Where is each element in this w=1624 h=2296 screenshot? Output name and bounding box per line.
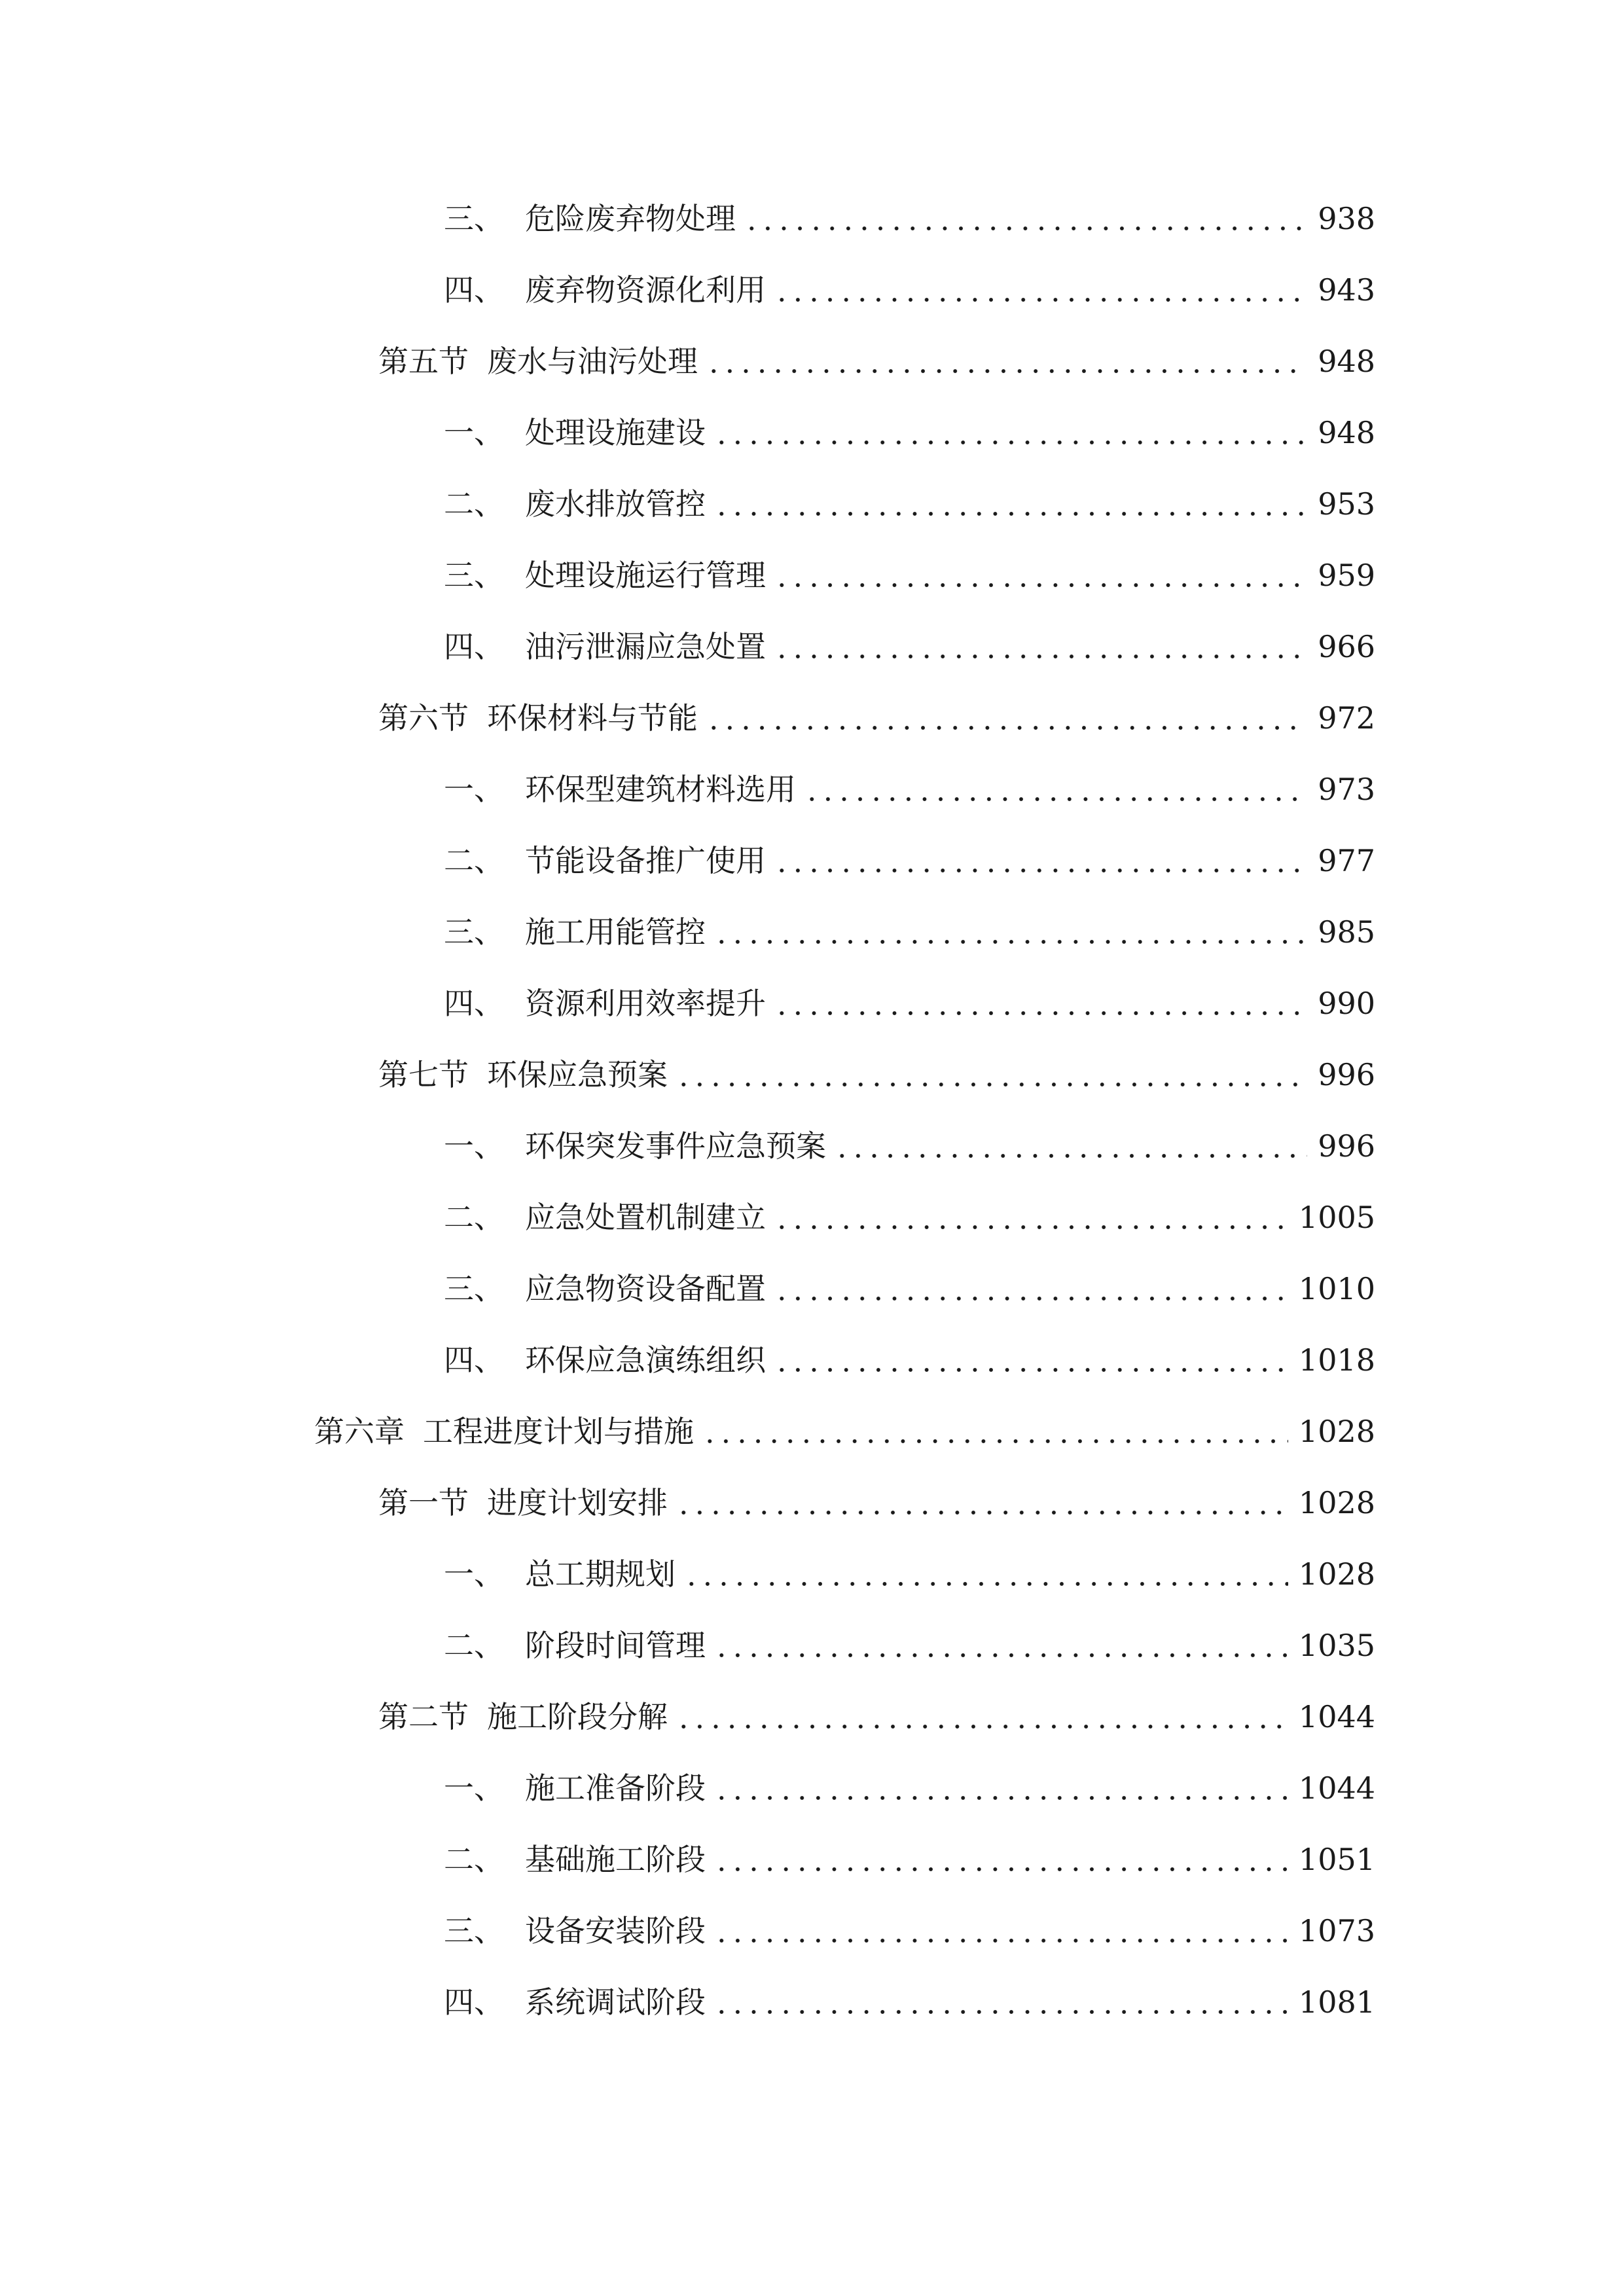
entry-number: 第一节 xyxy=(378,1485,469,1520)
toc-entry[interactable] xyxy=(444,834,1375,887)
entry-title: 处理设施建设 xyxy=(525,415,706,450)
entry-number: 四、 xyxy=(444,986,504,1021)
entry-page-number: 977 xyxy=(1318,843,1375,878)
entry-number: 四、 xyxy=(444,1342,504,1378)
entry-page-number: 1044 xyxy=(1298,1699,1375,1734)
entry-title: 环保材料与节能 xyxy=(487,700,698,736)
toc-entry[interactable] xyxy=(444,906,1375,958)
entry-title: 施工准备阶段 xyxy=(525,1770,706,1806)
entry-title: 油污泄漏应急处置 xyxy=(525,629,766,664)
toc-entry[interactable] xyxy=(444,1976,1375,2028)
entry-title: 危险废弃物处理 xyxy=(525,201,736,236)
entry-number: 二、 xyxy=(444,1200,504,1235)
toc-entry[interactable] xyxy=(378,1477,1375,1529)
dot-leader xyxy=(713,1833,1288,1886)
entry-title: 阶段时间管理 xyxy=(525,1628,706,1663)
entry-page-number: 966 xyxy=(1318,629,1375,664)
entry-title: 进度计划安排 xyxy=(487,1485,668,1520)
entry-title: 废水与油污处理 xyxy=(487,344,698,379)
entry-page-number: 1051 xyxy=(1298,1842,1375,1877)
entry-number: 三、 xyxy=(444,201,504,236)
dot-leader xyxy=(774,549,1307,601)
entry-page-number: 1028 xyxy=(1298,1485,1375,1520)
toc-entry[interactable] xyxy=(444,1619,1375,1672)
entry-page-number: 948 xyxy=(1318,415,1375,450)
toc-entry[interactable] xyxy=(444,478,1375,530)
entry-page-number: 1028 xyxy=(1298,1414,1375,1449)
entry-number: 二、 xyxy=(444,843,504,878)
entry-page-number: 1010 xyxy=(1298,1271,1375,1306)
entry-page-number: 996 xyxy=(1318,1057,1375,1092)
dot-leader xyxy=(713,1905,1288,1957)
entry-page-number: 1081 xyxy=(1298,1984,1375,2020)
toc-entry[interactable] xyxy=(444,620,1375,673)
entry-number: 二、 xyxy=(444,1628,504,1663)
toc-entry[interactable] xyxy=(444,549,1375,601)
entry-title: 废水排放管控 xyxy=(525,486,706,522)
toc-entry[interactable] xyxy=(444,192,1375,245)
entry-number: 第六节 xyxy=(378,700,469,736)
dot-leader xyxy=(774,1191,1288,1244)
entry-number: 一、 xyxy=(444,772,504,807)
toc-entry[interactable] xyxy=(444,1120,1375,1172)
entry-page-number: 1044 xyxy=(1298,1770,1375,1806)
entry-page-number: 1018 xyxy=(1298,1342,1375,1378)
entry-page-number: 943 xyxy=(1318,272,1375,308)
toc-entry[interactable] xyxy=(444,264,1375,316)
toc-entry[interactable] xyxy=(378,335,1375,387)
entry-title: 节能设备推广使用 xyxy=(525,843,766,878)
entry-number: 第二节 xyxy=(378,1699,469,1734)
dot-leader xyxy=(774,620,1307,673)
entry-number: 第五节 xyxy=(378,344,469,379)
toc-entry[interactable] xyxy=(444,1548,1375,1600)
entry-title: 环保应急演练组织 xyxy=(525,1342,766,1378)
entry-number: 第七节 xyxy=(378,1057,469,1092)
entry-page-number: 972 xyxy=(1318,700,1375,736)
entry-title: 系统调试阶段 xyxy=(525,1984,706,2020)
dot-leader xyxy=(774,1263,1288,1315)
entry-number: 第六章 xyxy=(314,1414,405,1449)
toc-entry[interactable] xyxy=(378,692,1375,744)
entry-title: 施工阶段分解 xyxy=(487,1699,668,1734)
entry-number: 一、 xyxy=(444,1556,504,1592)
entry-title: 工程进度计划与措施 xyxy=(423,1414,694,1449)
entry-title: 基础施工阶段 xyxy=(525,1842,706,1877)
entry-number: 二、 xyxy=(444,1842,504,1877)
entry-title: 环保突发事件应急预案 xyxy=(525,1128,826,1164)
toc-entry[interactable] xyxy=(444,1833,1375,1886)
entry-page-number: 996 xyxy=(1318,1128,1375,1164)
entry-number: 一、 xyxy=(444,415,504,450)
entry-title: 设备安装阶段 xyxy=(525,1913,706,1948)
entry-number: 四、 xyxy=(444,1984,504,2020)
dot-leader xyxy=(713,1976,1288,2028)
dot-leader xyxy=(676,1049,1307,1101)
dot-leader xyxy=(774,834,1307,887)
dot-leader xyxy=(706,335,1307,387)
entry-title: 处理设施运行管理 xyxy=(525,558,766,593)
entry-number: 三、 xyxy=(444,914,504,950)
toc-entry[interactable] xyxy=(444,763,1375,816)
entry-page-number: 938 xyxy=(1318,201,1375,236)
toc-entry[interactable] xyxy=(444,1263,1375,1315)
dot-leader xyxy=(702,1405,1288,1458)
entry-title: 应急处置机制建立 xyxy=(525,1200,766,1235)
entry-number: 三、 xyxy=(444,558,504,593)
dot-leader xyxy=(713,478,1307,530)
entry-page-number: 1005 xyxy=(1298,1200,1375,1235)
entry-page-number: 985 xyxy=(1318,914,1375,950)
toc-entry[interactable] xyxy=(444,406,1375,459)
entry-title: 应急物资设备配置 xyxy=(525,1271,766,1306)
dot-leader xyxy=(744,192,1307,245)
entry-page-number: 959 xyxy=(1318,558,1375,593)
entry-page-number: 990 xyxy=(1318,986,1375,1021)
entry-title: 施工用能管控 xyxy=(525,914,706,950)
toc-entry[interactable] xyxy=(444,1191,1375,1244)
dot-leader xyxy=(834,1120,1307,1172)
dot-leader xyxy=(804,763,1307,816)
entry-number: 四、 xyxy=(444,272,504,308)
entry-page-number: 1073 xyxy=(1298,1913,1375,1948)
entry-title: 总工期规划 xyxy=(525,1556,676,1592)
dot-leader xyxy=(713,906,1307,958)
entry-title: 资源利用效率提升 xyxy=(525,986,766,1021)
dot-leader xyxy=(713,1619,1288,1672)
dot-leader xyxy=(683,1548,1288,1600)
entry-page-number: 1035 xyxy=(1298,1628,1375,1663)
entry-number: 四、 xyxy=(444,629,504,664)
dot-leader xyxy=(774,977,1307,1030)
dot-leader xyxy=(774,1334,1288,1386)
dot-leader xyxy=(713,1762,1288,1814)
dot-leader xyxy=(706,692,1307,744)
toc-entry[interactable] xyxy=(378,1691,1375,1743)
toc-entry[interactable] xyxy=(444,977,1375,1030)
entry-number: 一、 xyxy=(444,1128,504,1164)
entry-number: 三、 xyxy=(444,1913,504,1948)
entry-number: 一、 xyxy=(444,1770,504,1806)
entry-title: 废弃物资源化利用 xyxy=(525,272,766,308)
entry-page-number: 948 xyxy=(1318,344,1375,379)
entry-title: 环保应急预案 xyxy=(487,1057,668,1092)
toc-entry[interactable] xyxy=(444,1334,1375,1386)
toc-entry[interactable] xyxy=(378,1049,1375,1101)
dot-leader xyxy=(676,1477,1288,1529)
entry-number: 三、 xyxy=(444,1271,504,1306)
dot-leader xyxy=(676,1691,1288,1743)
entry-page-number: 953 xyxy=(1318,486,1375,522)
toc-entry[interactable] xyxy=(314,1405,1375,1458)
toc-entry[interactable] xyxy=(444,1762,1375,1814)
toc-entry[interactable] xyxy=(444,1905,1375,1957)
entry-number: 二、 xyxy=(444,486,504,522)
dot-leader xyxy=(774,264,1307,316)
entry-page-number: 973 xyxy=(1318,772,1375,807)
dot-leader xyxy=(713,406,1307,459)
entry-title: 环保型建筑材料选用 xyxy=(525,772,796,807)
entry-page-number: 1028 xyxy=(1298,1556,1375,1592)
